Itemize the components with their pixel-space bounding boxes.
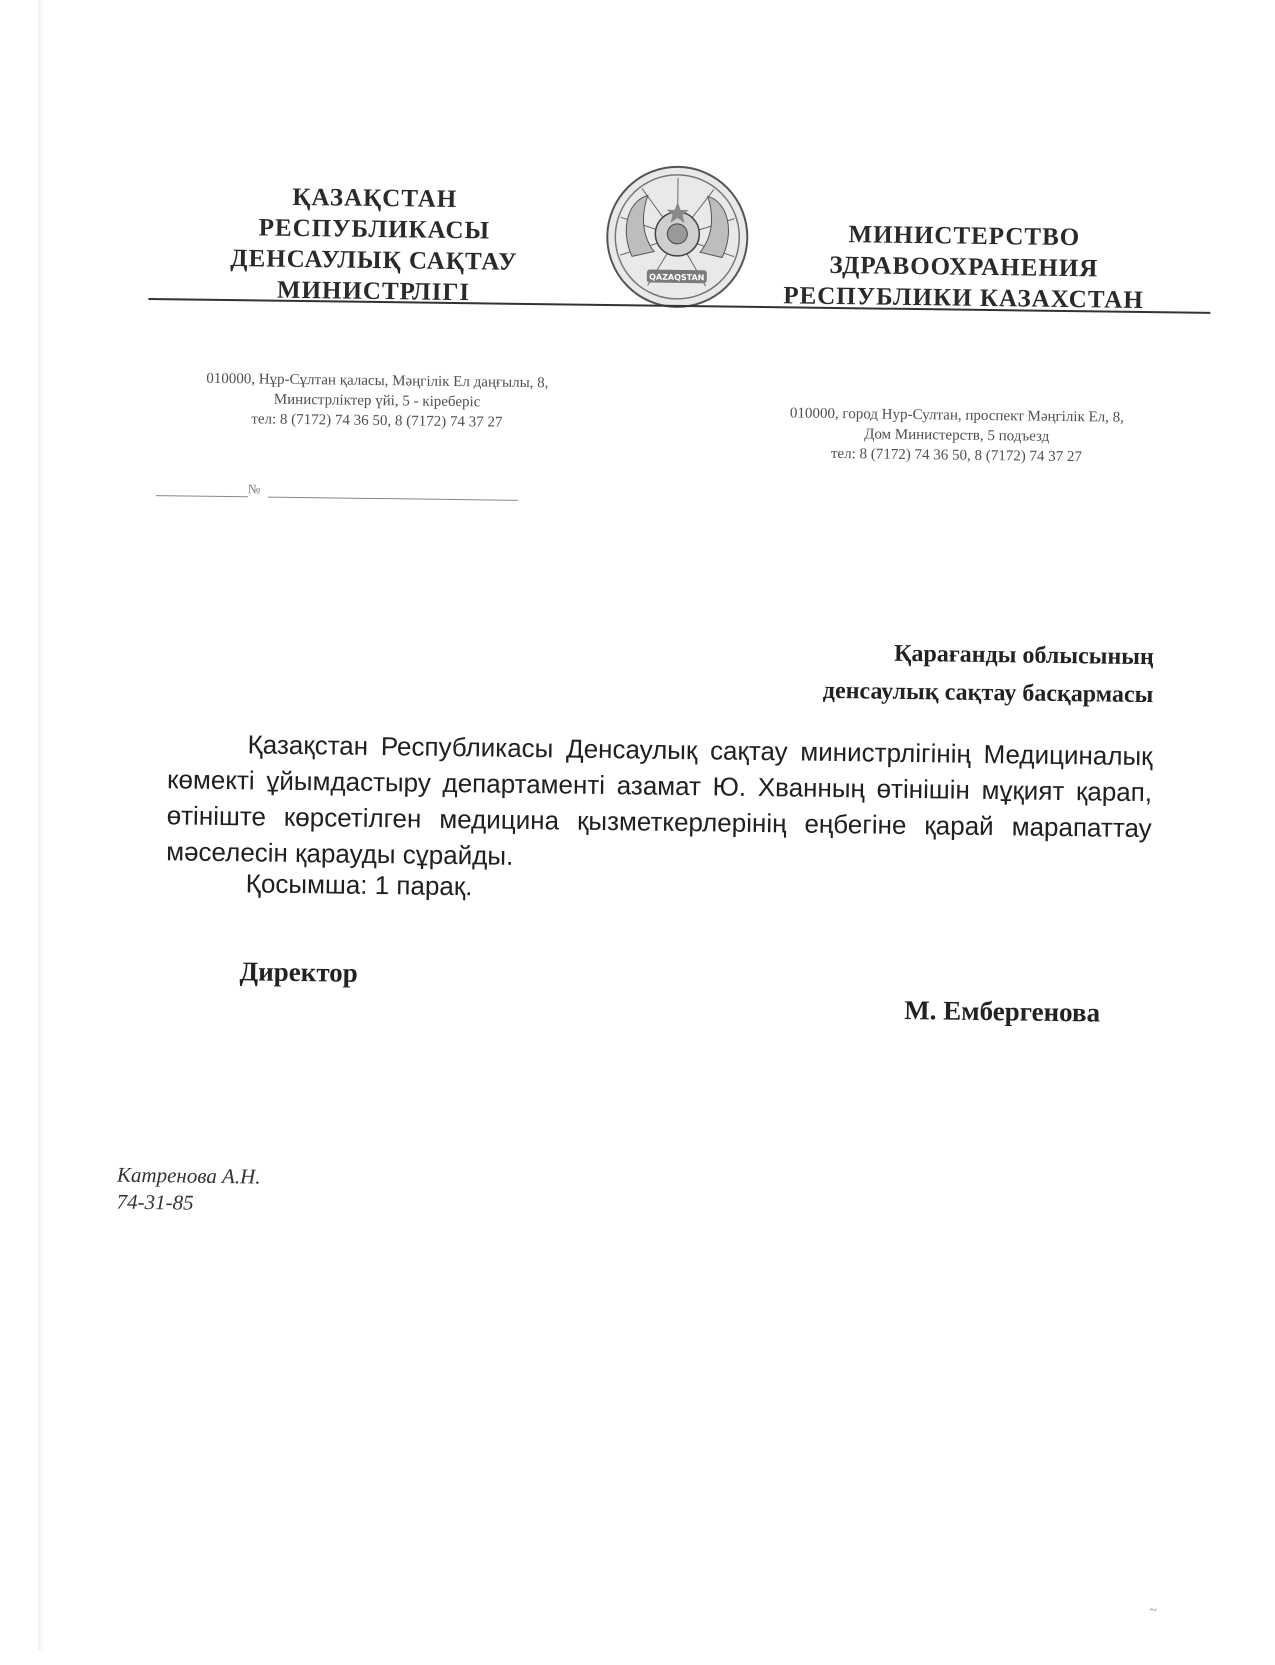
body-paragraph: Қазақстан Республикасы Денсаулық сақтау министрлігінің Медициналық көмекті ұйымдастыру департаменті азамат Ю. Хванның өтінішін мұқият қарап, өтініште көрсетілген медицина қызметкерлерінің еңбегіне қарай марапаттау мәселесін қарауды сұрайды. — [166, 729, 1153, 871]
stray-mark: ~ — [1149, 1603, 1158, 1619]
number-blank — [268, 497, 518, 501]
addressee-block — [693, 632, 1154, 714]
header-russian — [778, 218, 1149, 316]
addressee-line-2: денсаулық сақтау басқармасы — [822, 677, 1154, 709]
address-ru-line-2: Дом Министерств, 5 подъезд — [864, 426, 1050, 445]
header-ru-line-2: ЗДРАВООХРАНЕНИЯ — [829, 251, 1099, 283]
header-kz-line-3: МИНИСТРЛІГІ — [276, 276, 471, 307]
kazakhstan-emblem-icon — [601, 161, 753, 313]
letter-body — [166, 725, 1153, 882]
signature-name: М. Ембергенова — [904, 994, 1101, 1028]
address-kz-line-1: 010000, Нұр-Сұлтан қаласы, Мәңгілік Ел даңғылы, 8, — [206, 370, 549, 392]
executor-phone: 74-31-85 — [116, 1189, 194, 1215]
header-kz-line-1: ҚАЗАҚСТАН РЕСПУБЛИКАСЫ — [258, 183, 491, 245]
date-blank — [156, 495, 248, 497]
executor-block — [116, 1162, 260, 1218]
address-kz-line-3: тел: 8 (7172) 74 36 50, 8 (7172) 74 37 27 — [251, 411, 503, 431]
address-kazakh — [157, 368, 598, 434]
address-russian — [746, 403, 1167, 468]
signature-title: Директор — [239, 956, 358, 988]
header-kazakh — [173, 180, 575, 309]
header-kz-line-2: ДЕНСАУЛЫҚ САҚТАУ — [230, 245, 518, 276]
number-sign: № — [247, 481, 261, 497]
appendix-note: Қосымша: 1 парақ. — [245, 868, 473, 902]
addressee-line-1: Қарағанды облысының — [893, 640, 1155, 671]
address-ru-line-3: тел: 8 (7172) 74 36 50, 8 (7172) 74 37 27 — [830, 445, 1083, 466]
emblem-inscription: QAZAQSTAN — [649, 272, 705, 283]
address-ru-line-1: 010000, город Нур-Султан, проспект Мәңгілік Ел, 8, — [789, 405, 1125, 426]
executor-name: Катренова А.Н. — [116, 1162, 261, 1189]
header-ru-line-1: МИНИСТЕРСТВО — [848, 221, 1081, 252]
registration-number-line — [156, 480, 518, 505]
header-ru-line-3: РЕСПУБЛИКИ КАЗАХСТАН — [783, 282, 1144, 315]
address-kz-line-2: Министрліктер үйі, 5 - кіреберіс — [273, 391, 481, 411]
